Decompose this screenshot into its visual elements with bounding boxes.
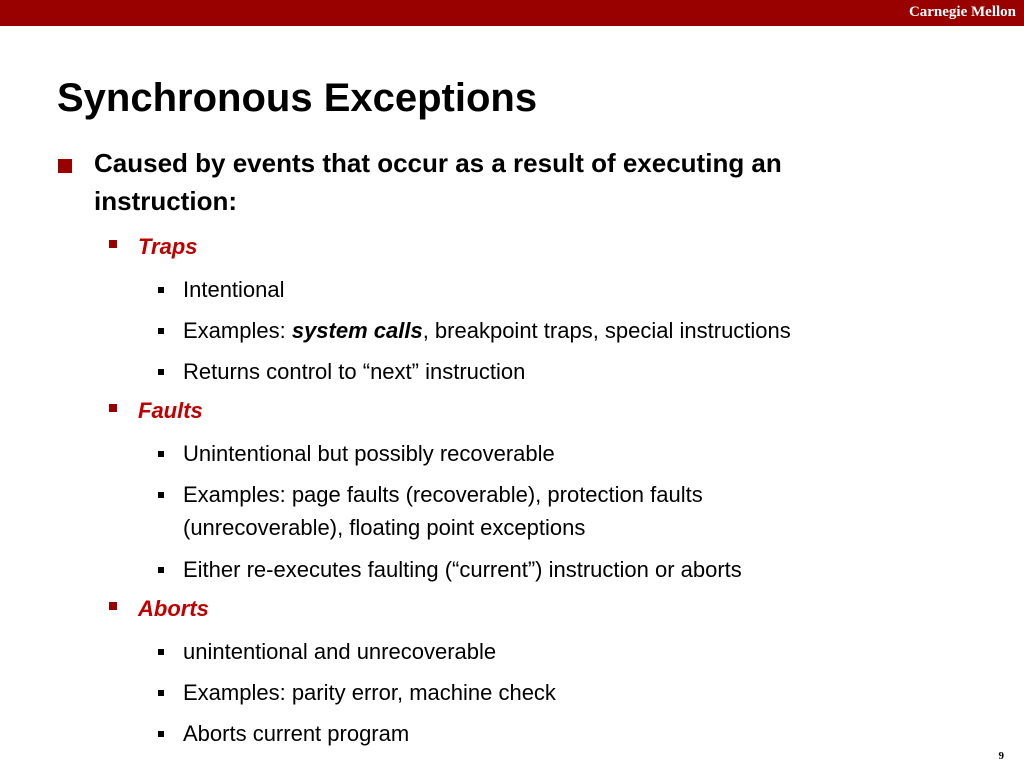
small-square-bullet-icon [158,492,164,498]
brand-label: Carnegie Mellon [908,4,1016,20]
square-bullet-icon [58,159,72,173]
traps-label: Traps [138,234,198,259]
traps-item-2-suffix: , breakpoint traps, special instructions [422,318,791,343]
small-square-bullet-icon [158,567,164,573]
faults-label: Faults [138,398,203,423]
small-square-bullet-icon [158,328,164,334]
small-square-bullet-icon [158,690,164,696]
traps-item-2 [183,314,903,347]
square-bullet-icon [109,602,117,610]
faults-item-3: Either re-executes faulting (“current”) instruction or aborts [183,557,742,582]
aborts-label: Aborts [138,596,209,621]
page-number: 9 [998,750,1004,762]
faults-item-2: Examples: page faults (recoverable), protection faults (unrecoverable), floating point exceptions [183,482,703,540]
aborts-item-2: Examples: parity error, machine check [183,680,556,705]
header-bar [0,0,1024,26]
square-bullet-icon [109,240,117,248]
aborts-item-3: Aborts current program [183,721,410,746]
faults-item-1: Unintentional but possibly recoverable [183,441,555,466]
small-square-bullet-icon [158,451,164,457]
small-square-bullet-icon [158,649,164,655]
main-bullet-text: Caused by events that occur as a result of executing an instruction: [94,148,782,216]
small-square-bullet-icon [158,369,164,375]
traps-item-2-prefix: Examples: [183,318,292,343]
slide-title: Synchronous Exceptions [57,76,538,120]
small-square-bullet-icon [158,287,164,293]
small-square-bullet-icon [158,731,164,737]
square-bullet-icon [109,404,117,412]
traps-item-3: Returns control to “next” instruction [183,359,526,384]
traps-item-2-emphasis: system calls [291,318,423,343]
aborts-item-1: unintentional and unrecoverable [183,639,497,664]
traps-item-1: Intentional [183,277,285,302]
